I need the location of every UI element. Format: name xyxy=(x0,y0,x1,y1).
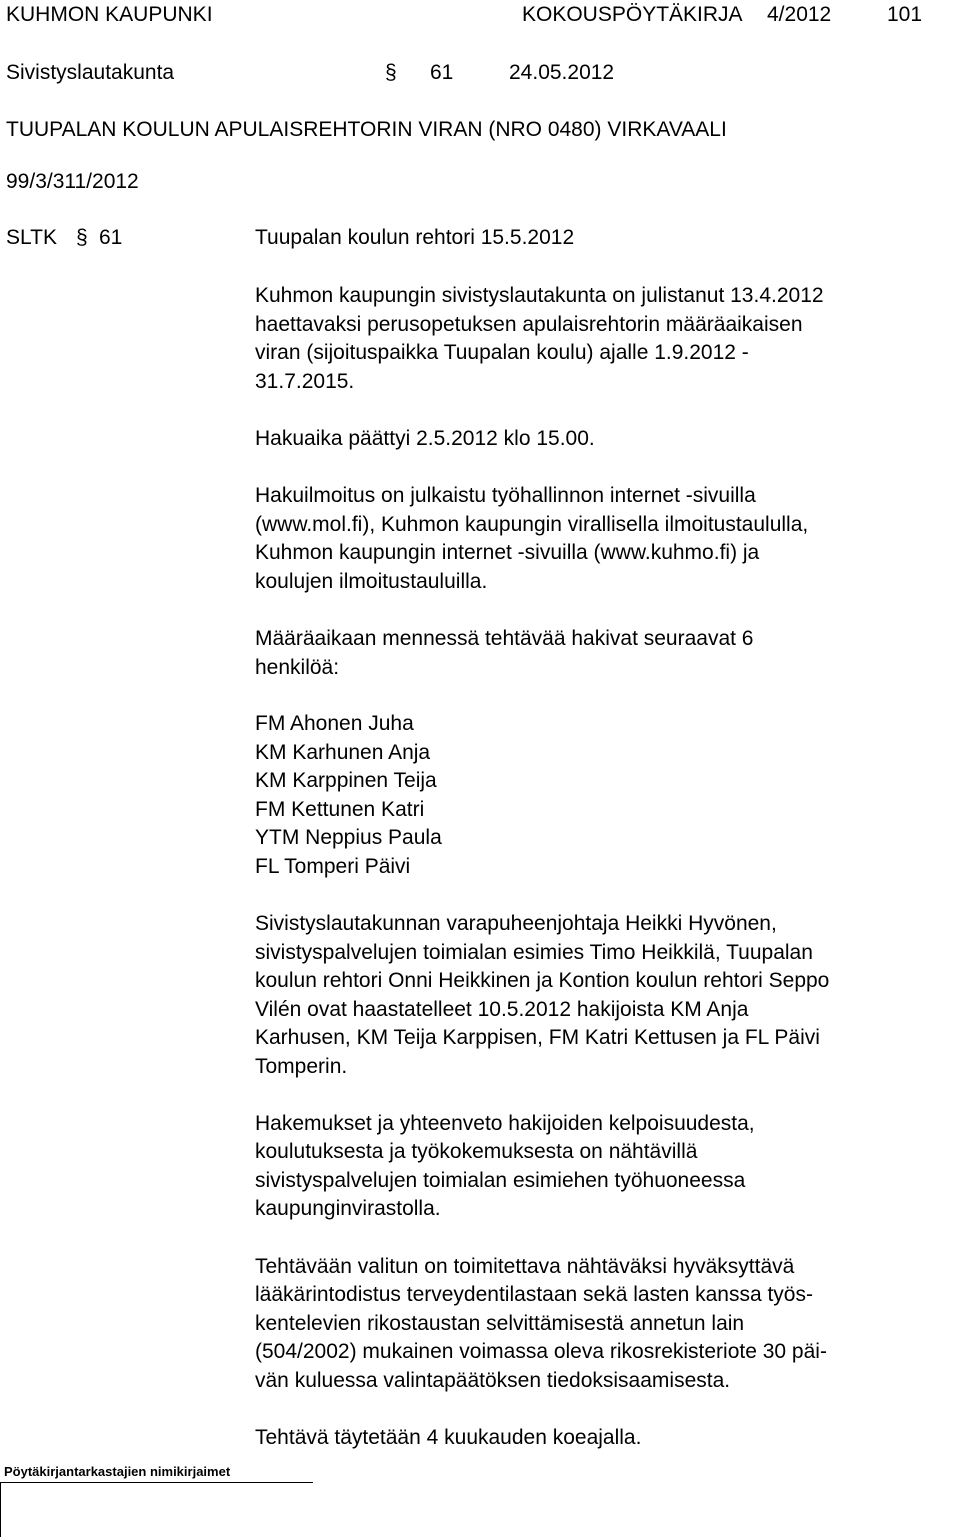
applicant-item: KM Karppinen Teija xyxy=(255,769,437,792)
signature-label: Pöytäkirjantarkastajien nimikirjaimet xyxy=(4,1464,231,1479)
applicant-item: YTM Neppius Paula xyxy=(255,826,442,849)
para3-line: Kuhmon kaupungin internet -sivuilla (www.kuhmo.fi) ja xyxy=(255,541,760,564)
applicant-item: FM Kettunen Katri xyxy=(255,798,425,821)
para1-line: 31.7.2015. xyxy=(255,370,355,393)
applicant-item: FM Ahonen Juha xyxy=(255,712,414,735)
para7-line: (504/2002) mukainen voimassa oleva rikosrekisteriote 30 päi- xyxy=(255,1340,827,1363)
para7-line: vän kuluessa valintapäätöksen tiedoksisaamisesta. xyxy=(255,1369,731,1392)
page-number: 101 xyxy=(887,3,923,26)
row-code: SLTK xyxy=(6,226,57,249)
para3-line: (www.mol.fi), Kuhmon kaupungin virallisella ilmoitustaululla, xyxy=(255,513,809,536)
row-heading: Tuupalan koulun rehtori 15.5.2012 xyxy=(255,226,575,249)
para6-line: sivistyspalvelujen toimialan esimiehen työhuoneessa xyxy=(255,1169,746,1192)
row-section-number: 61 xyxy=(99,226,123,249)
org-name: KUHMON KAUPUNKI xyxy=(6,3,213,26)
para8-line: Tehtävä täytetään 4 kuukauden koeajalla. xyxy=(255,1426,642,1449)
signature-box xyxy=(0,1482,313,1537)
para5-line: Vilén ovat haastatelleet 10.5.2012 hakijoista KM Anja xyxy=(255,998,749,1021)
para5-line: sivistyspalvelujen toimialan esimies Timo Heikkilä, Tuupalan xyxy=(255,941,813,964)
doc-number: 4/2012 xyxy=(767,3,832,26)
para6-line: Hakemukset ja yhteenveto hakijoiden kelpoisuudesta, xyxy=(255,1112,755,1135)
para4-line: Määräaikaan mennessä tehtävää hakivat seuraavat 6 xyxy=(255,627,754,650)
para5-line: Tomperin. xyxy=(255,1055,348,1078)
para2-line: Hakuaika päättyi 2.5.2012 klo 15.00. xyxy=(255,427,595,450)
para5-line: koulun rehtori Onni Heikkinen ja Kontion koulun rehtori Seppo xyxy=(255,969,830,992)
committee-name: Sivistyslautakunta xyxy=(6,61,175,84)
para1-line: Kuhmon kaupungin sivistyslautakunta on julistanut 13.4.2012 xyxy=(255,284,824,307)
para6-line: kaupunginvirastolla. xyxy=(255,1197,441,1220)
para4-line: henkilöä: xyxy=(255,656,340,679)
para7-line: lääkärintodistus terveydentilastaan sekä lasten kanssa työs- xyxy=(255,1283,813,1306)
para7-line: kentelevien rikostaustan selvittämisestä annetun lain xyxy=(255,1312,745,1335)
para5-line: Sivistyslautakunnan varapuheenjohtaja Heikki Hyvönen, xyxy=(255,912,777,935)
para6-line: koulutuksesta ja työkokemuksesta on nähtävillä xyxy=(255,1140,698,1163)
para7-line: Tehtävään valitun on toimitettava nähtäväksi hyväksyttävä xyxy=(255,1255,795,1278)
para1-line: viran (sijoituspaikka Tuupalan koulu) ajalle 1.9.2012 - xyxy=(255,341,749,364)
reference-number: 99/3/311/2012 xyxy=(6,170,139,193)
section-sign-icon: § xyxy=(76,226,88,249)
doc-type: KOKOUSPÖYTÄKIRJA xyxy=(522,3,743,26)
para3-line: Hakuilmoitus on julkaistu työhallinnon internet -sivuilla xyxy=(255,484,756,507)
section-number: 61 xyxy=(430,61,454,84)
applicant-item: FL Tomperi Päivi xyxy=(255,855,411,878)
para1-line: haettavaksi perusopetuksen apulaisrehtorin määräaikaisen xyxy=(255,313,803,336)
applicant-item: KM Karhunen Anja xyxy=(255,741,431,764)
section-sign-icon: § xyxy=(385,61,397,84)
meeting-date: 24.05.2012 xyxy=(509,61,615,84)
para3-line: koulujen ilmoitustauluilla. xyxy=(255,570,488,593)
para5-line: Karhusen, KM Teija Karppisen, FM Katri Kettusen ja FL Päivi xyxy=(255,1026,820,1049)
page-title: TUUPALAN KOULUN APULAISREHTORIN VIRAN (NRO 0480) VIRKAVAALI xyxy=(6,118,727,141)
